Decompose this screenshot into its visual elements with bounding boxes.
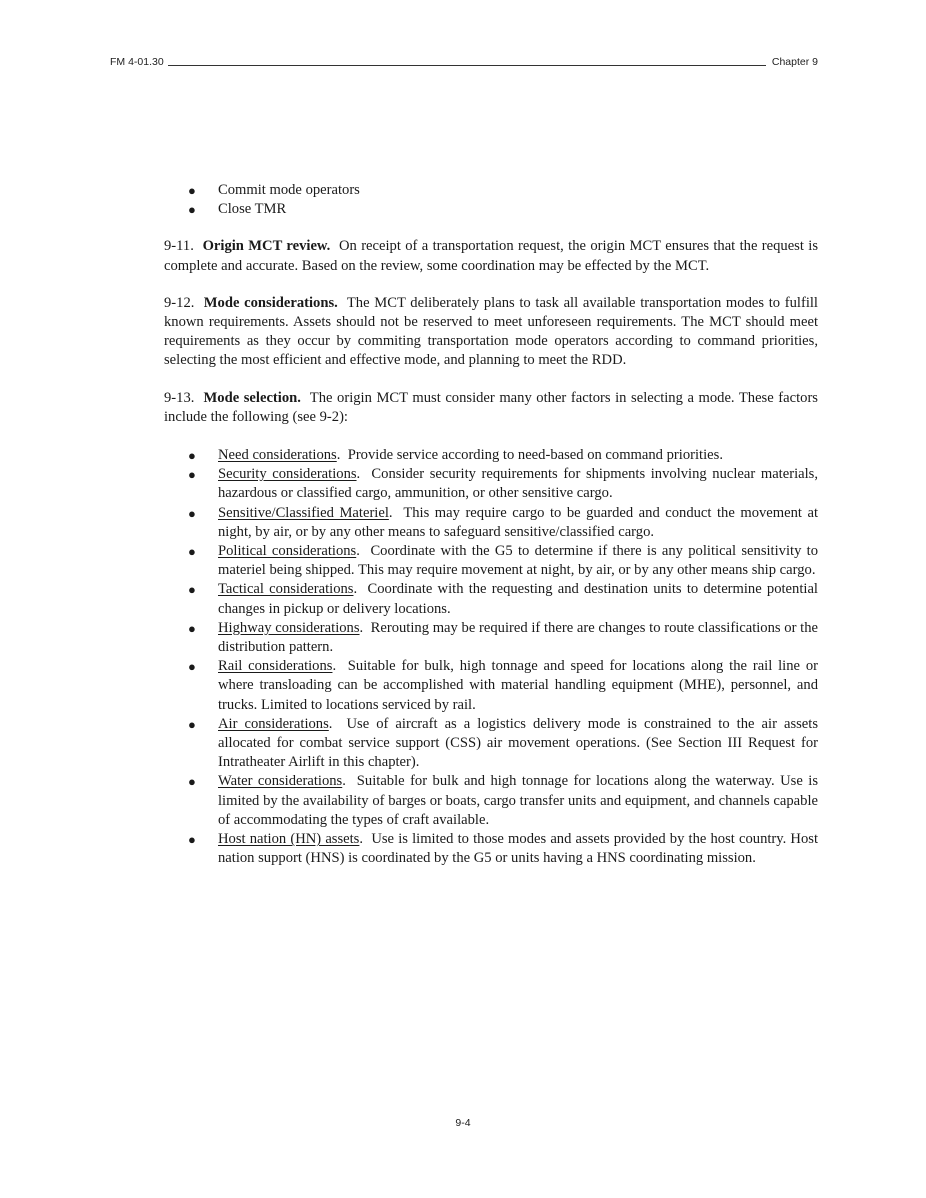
factor-term: Water considerations bbox=[218, 773, 343, 790]
bullet-icon: ● bbox=[188, 659, 196, 675]
factor-text: Coordinate with the G5 to determine if there is any political sensitivity to materiel being shipped. This may require movement at night, by air, or by any other means ship cargo. bbox=[218, 543, 818, 579]
bullet-icon: ● bbox=[188, 832, 196, 848]
paragraph-9-12 bbox=[164, 294, 818, 371]
factor-text: Suitable for bulk, high tonnage and speed for locations along the rail line or where transloading can be accomplished with material handling equipment (MHE), personnel, and trucks. Limited to locations serviced by rail. bbox=[218, 658, 818, 713]
list-item: ● Tactical considerations. Coordinate with the requesting and destination units to determine potential changes in pickup or delivery locations. bbox=[188, 581, 818, 617]
paragraph-title: Mode considerations. bbox=[203, 294, 338, 311]
list-item: ● Sensitive/Classified Materiel. This may require cargo to be guarded and conduct the movement at night, by air, or by any other means to safeguard sensitive/classified cargo. bbox=[188, 504, 818, 540]
factor-term: Tactical considerations bbox=[218, 581, 354, 598]
top-bullet-list bbox=[164, 181, 818, 219]
factor-text: Suitable for bulk and high tonnage for locations along the waterway. Use is limited by the availability of barges or boats, cargo transfer units and equipment, and channels capable of accommodating the types of craft available. bbox=[218, 773, 819, 828]
bullet-icon: ● bbox=[188, 620, 196, 636]
factor-text: Use of aircraft as a logistics delivery mode is constrained to the air assets allocated for combat service support (CSS) air movement operations. (See Section III Request for Intratheater Airlift in this chapter). bbox=[218, 715, 819, 771]
paragraph-9-13 bbox=[164, 389, 818, 427]
paragraph-title: Mode selection. bbox=[203, 389, 301, 406]
header-rule bbox=[168, 64, 766, 66]
bullet-icon: ● bbox=[188, 448, 196, 464]
list-item: ● Water considerations. Suitable for bulk and high tonnage for locations along the waterway. Use is limited by the availability of barges or boats, cargo transfer units and equipment, and channels capable of accommodating the types of craft available. bbox=[188, 773, 819, 828]
paragraph-number: 9-11. bbox=[164, 238, 194, 255]
factor-text: Use is limited to those modes and assets provided by the host country. Host nation support (HNS) is coordinated by the G5 or units having a HNS coordinating mission. bbox=[218, 831, 819, 867]
factor-text: Consider security requirements for shipments involving nuclear materials, hazardous or classified cargo, ammunition, or other sensitive cargo. bbox=[218, 466, 818, 502]
list-item: ● Political considerations. Coordinate with the G5 to determine if there is any political sensitivity to materiel being shipped. This may require movement at night, by air, or by any other means ship cargo. bbox=[188, 543, 818, 579]
bullet-icon: ● bbox=[188, 582, 196, 598]
factor-term: Security considerations bbox=[218, 466, 357, 483]
paragraph-text: On receipt of a transportation request, the origin MCT ensures that the request is complete and accurate. Based on the review, some coordination may be effected by the MCT. bbox=[164, 238, 818, 274]
paragraph-number: 9-13. bbox=[164, 389, 195, 406]
list-item: ● Commit mode operators bbox=[164, 181, 818, 200]
list-item: ● Need considerations. Provide service according to need-based on command priorities. bbox=[164, 446, 818, 465]
factor-term: Host nation (HN) assets bbox=[218, 831, 360, 848]
list-item: ● Air considerations. Use of aircraft as a logistics delivery mode is constrained to the air assets allocated for combat service support (CSS) air movement operations. (See Section III Request for Intratheater Airlift in this chapter). bbox=[188, 715, 819, 771]
list-item: ● Rail considerations. Suitable for bulk, high tonnage and speed for locations along the rail line or where transloading can be accomplished with material handling equipment (MHE), personnel, and trucks. Limited to locations serviced by rail. bbox=[188, 658, 818, 713]
paragraph-text: The MCT deliberately plans to task all available transportation modes to fulfill known requirements. Assets should not be reserved to meet unforeseen requirements. The MCT should meet requirements as they occur by commiting transportation mode operators according to command priorities, selecting the most efficient and effective mode, and planning to meet the RDD. bbox=[164, 294, 818, 369]
bullet-icon: ● bbox=[188, 716, 196, 732]
bullet-icon: ● bbox=[188, 774, 196, 790]
bullet-icon: ● bbox=[188, 183, 196, 198]
list-item: ● Host nation (HN) assets. Use is limited to those modes and assets provided by the host country. Host nation support (HNS) is coordinated by the G5 or units having a HNS coordinating mission. bbox=[188, 831, 819, 867]
page-number: 9-4 bbox=[455, 1117, 471, 1129]
bullet-icon: ● bbox=[188, 202, 196, 218]
factor-term: Rail considerations bbox=[218, 658, 333, 675]
header-chapter: Chapter 9 bbox=[771, 56, 818, 68]
factor-text: This may require cargo to be guarded and conduct the movement at night, by air, or by any other means to safeguard sensitive/classified cargo. bbox=[218, 504, 818, 540]
paragraph-title: Origin MCT review. bbox=[202, 238, 331, 255]
mode-factors-list bbox=[164, 446, 818, 868]
paragraph-9-11 bbox=[164, 237, 818, 275]
page-header bbox=[110, 54, 818, 68]
factor-term: Political considerations bbox=[218, 543, 357, 560]
factor-text: Coordinate with the requesting and destination units to determine potential changes in pickup or delivery locations. bbox=[218, 581, 818, 617]
factor-term: Highway considerations bbox=[218, 619, 360, 636]
paragraph-text: The origin MCT must consider many other factors in selecting a mode. These factors include the following (see 9-2): bbox=[164, 389, 818, 425]
factor-text: Rerouting may be required if there are changes to route classifications or the distribution pattern. bbox=[218, 619, 819, 656]
page-body bbox=[164, 181, 818, 869]
paragraph-number: 9-12. bbox=[164, 294, 195, 311]
list-item: ● Highway considerations. Rerouting may be required if there are changes to route classifications or the distribution pattern. bbox=[188, 619, 819, 656]
header-manual-id: FM 4-01.30 bbox=[110, 56, 164, 68]
factor-text: Provide service according to need-based on command priorities. bbox=[347, 447, 723, 464]
bullet-icon: ● bbox=[188, 467, 196, 483]
bullet-icon: ● bbox=[188, 505, 196, 521]
factor-term: Air considerations bbox=[218, 715, 329, 732]
list-item: ● Security considerations. Consider security requirements for shipments involving nuclear materials, hazardous or classified cargo, ammunition, or other sensitive cargo. bbox=[188, 466, 818, 502]
factor-term: Need considerations bbox=[218, 447, 337, 464]
bullet-icon: ● bbox=[188, 544, 196, 560]
list-item: ● Close TMR bbox=[164, 200, 818, 219]
factor-term: Sensitive/Classified Materiel bbox=[218, 504, 389, 521]
